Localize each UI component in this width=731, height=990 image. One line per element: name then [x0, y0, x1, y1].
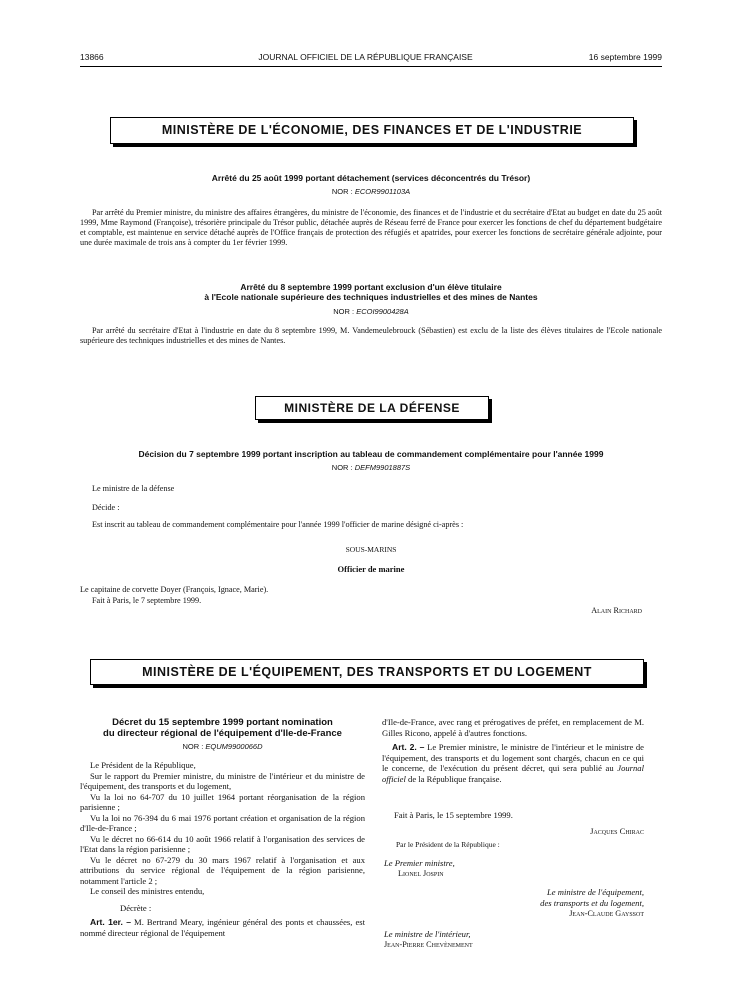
arrete2-title-line2: à l'Ecole nationale supérieure des techniques industrielles et des mines de Nantes — [204, 292, 538, 302]
decret-art2: Art. 2. – Le Premier ministre, le ministre de l'intérieur et le ministre de l'équipement, des transports et du logement sont chargés, chacun en ce qui le concerne, de l'exécution du présent décret, qui sera publié au Journal officiel de la République française. — [382, 742, 644, 784]
ministry-box-equipement: MINISTÈRE DE L'ÉQUIPEMENT, DES TRANSPORTS ET DU LOGEMENT — [90, 659, 644, 685]
arrete1-body: Par arrêté du Premier ministre, du ministre des affaires étrangères, du ministre de l'économie, des finances et de l'industrie et du secrétaire d'Etat au budget en date du 25 août 1999, Mme Raymond (Françoise), trésorière principale du Trésor public, détachée auprès de Réseau ferré de France pour exercer les fonctions de chef du département budgétaire et comptable, est maintenue en service détaché auprès de l'Office français de protection des réfugiés et apatrides, pour exercer les fonctions de secrétaire générale adjointe, pour une durée maximale de trois ans à compter du 1er février 1999. — [80, 208, 662, 247]
decret-right-para1: d'Ile-de-France, avec rang et prérogatives de préfet, en remplacement de M. Gilles Ricono, appelé à d'autres fonctions. — [382, 717, 644, 738]
decision-subheading2: Officier de marine — [337, 564, 405, 574]
decret-visa: Le conseil des ministres entendu, — [90, 886, 205, 896]
interieur-name: Jean-Pierre Chevènement — [384, 940, 473, 949]
arrete1-nor: NOR : ECOR9901103A — [331, 187, 411, 196]
decret-fait: Fait à Paris, le 15 septembre 1999. — [394, 810, 513, 820]
decision-line4: Le capitaine de corvette Doyer (François, Ignace, Marie). — [80, 585, 269, 594]
decret-right-column — [382, 717, 644, 784]
arrete2-title-line1: Arrêté du 8 septembre 1999 portant exclusion d'un élève titulaire — [240, 282, 502, 292]
decret-visa: Vu la loi no 76-394 du 6 mai 1976 portant création et organisation de la région d'Ile-de-France ; — [80, 812, 365, 833]
decret-decrete: Décrète : — [120, 902, 152, 913]
decision-subheading: SOUS-MARINS — [345, 545, 397, 554]
par-le-president: Par le Président de la République : — [396, 840, 500, 849]
decret-left-column — [80, 760, 365, 938]
arrete2-nor: NOR : ECOI9900428A — [333, 307, 409, 316]
header-date: 16 septembre 1999 — [588, 52, 662, 62]
arrete2-body: Par arrêté du secrétaire d'Etat à l'industrie en date du 8 septembre 1999, M. Vandemeulebrouck (Sébastien) est exclu de la liste des élèves titulaires de l'Ecole nationale supérieure des techniques industrielles et des mines de Nantes. — [80, 326, 662, 345]
decret-visa: Vu la loi no 64-707 du 10 juillet 1964 portant réorganisation de la région parisienne ; — [80, 791, 365, 812]
premier-ministre-name: Lionel Jospin — [398, 869, 444, 878]
sig-president: Jacques Chirac — [590, 826, 644, 836]
decret-visa: Sur le rapport du Premier ministre, du ministre de l'intérieur et du ministre de l'équipement, des transports et du logement, — [80, 770, 365, 791]
decret-nor: NOR : EQUM9900066D — [182, 742, 263, 751]
header-rule — [80, 66, 662, 67]
decision-line5: Fait à Paris, le 7 septembre 1999. — [92, 596, 202, 605]
arrete1-title: Arrêté du 25 août 1999 portant détachement (services déconcentrés du Trésor) — [211, 173, 531, 183]
page-number: 13866 — [80, 52, 104, 62]
equip-name: Jean-Claude Gayssot — [569, 909, 644, 918]
decision-signature: Alain Richard — [591, 606, 642, 615]
ministry-box-defense: MINISTÈRE DE LA DÉFENSE — [255, 396, 489, 420]
decision-title: Décision du 7 septembre 1999 portant inscription au tableau de commandement complémentaire pour l'année 1999 — [138, 449, 604, 459]
decret-visa: Le Président de la République, — [90, 760, 196, 770]
decision-line1: Le ministre de la défense — [92, 484, 175, 493]
decret-art1: Art. 1er. – M. Bertrand Meary, ingénieur général des ponts et chaussées, est nommé directeur régional de l'équipement — [80, 917, 365, 938]
decret-visa: Vu le décret no 66-614 du 10 août 1966 relatif à l'organisation des services de l'Etat dans la région parisienne ; — [80, 833, 365, 854]
decision-nor: NOR : DEFM9901887S — [331, 463, 411, 472]
decision-line3: Est inscrit au tableau de commandement complémentaire pour l'année 1999 l'officier de marine désigné ci-après : — [92, 520, 464, 529]
equip-title2: des transports et du logement, — [540, 898, 644, 908]
decret-title-line1: Décret du 15 septembre 1999 portant nomination — [112, 717, 333, 728]
premier-ministre-title: Le Premier ministre, — [384, 858, 455, 868]
interieur-title: Le ministre de l'intérieur, — [384, 929, 471, 939]
decision-line2: Décide : — [92, 503, 120, 512]
equip-title1: Le ministre de l'équipement, — [547, 887, 644, 897]
decret-visa: Vu le décret no 67-279 du 30 mars 1967 relatif à l'organisation et aux attributions du service régional de l'équipement de la région parisienne, notamment l'article 2 ; — [80, 854, 365, 886]
journal-title: JOURNAL OFFICIEL DE LA RÉPUBLIQUE FRANÇAISE — [258, 52, 473, 62]
decret-title-line2: du directeur régional de l'équipement d'Ile-de-France — [103, 728, 342, 739]
ministry-box-economie: MINISTÈRE DE L'ÉCONOMIE, DES FINANCES ET DE L'INDUSTRIE — [110, 117, 634, 144]
